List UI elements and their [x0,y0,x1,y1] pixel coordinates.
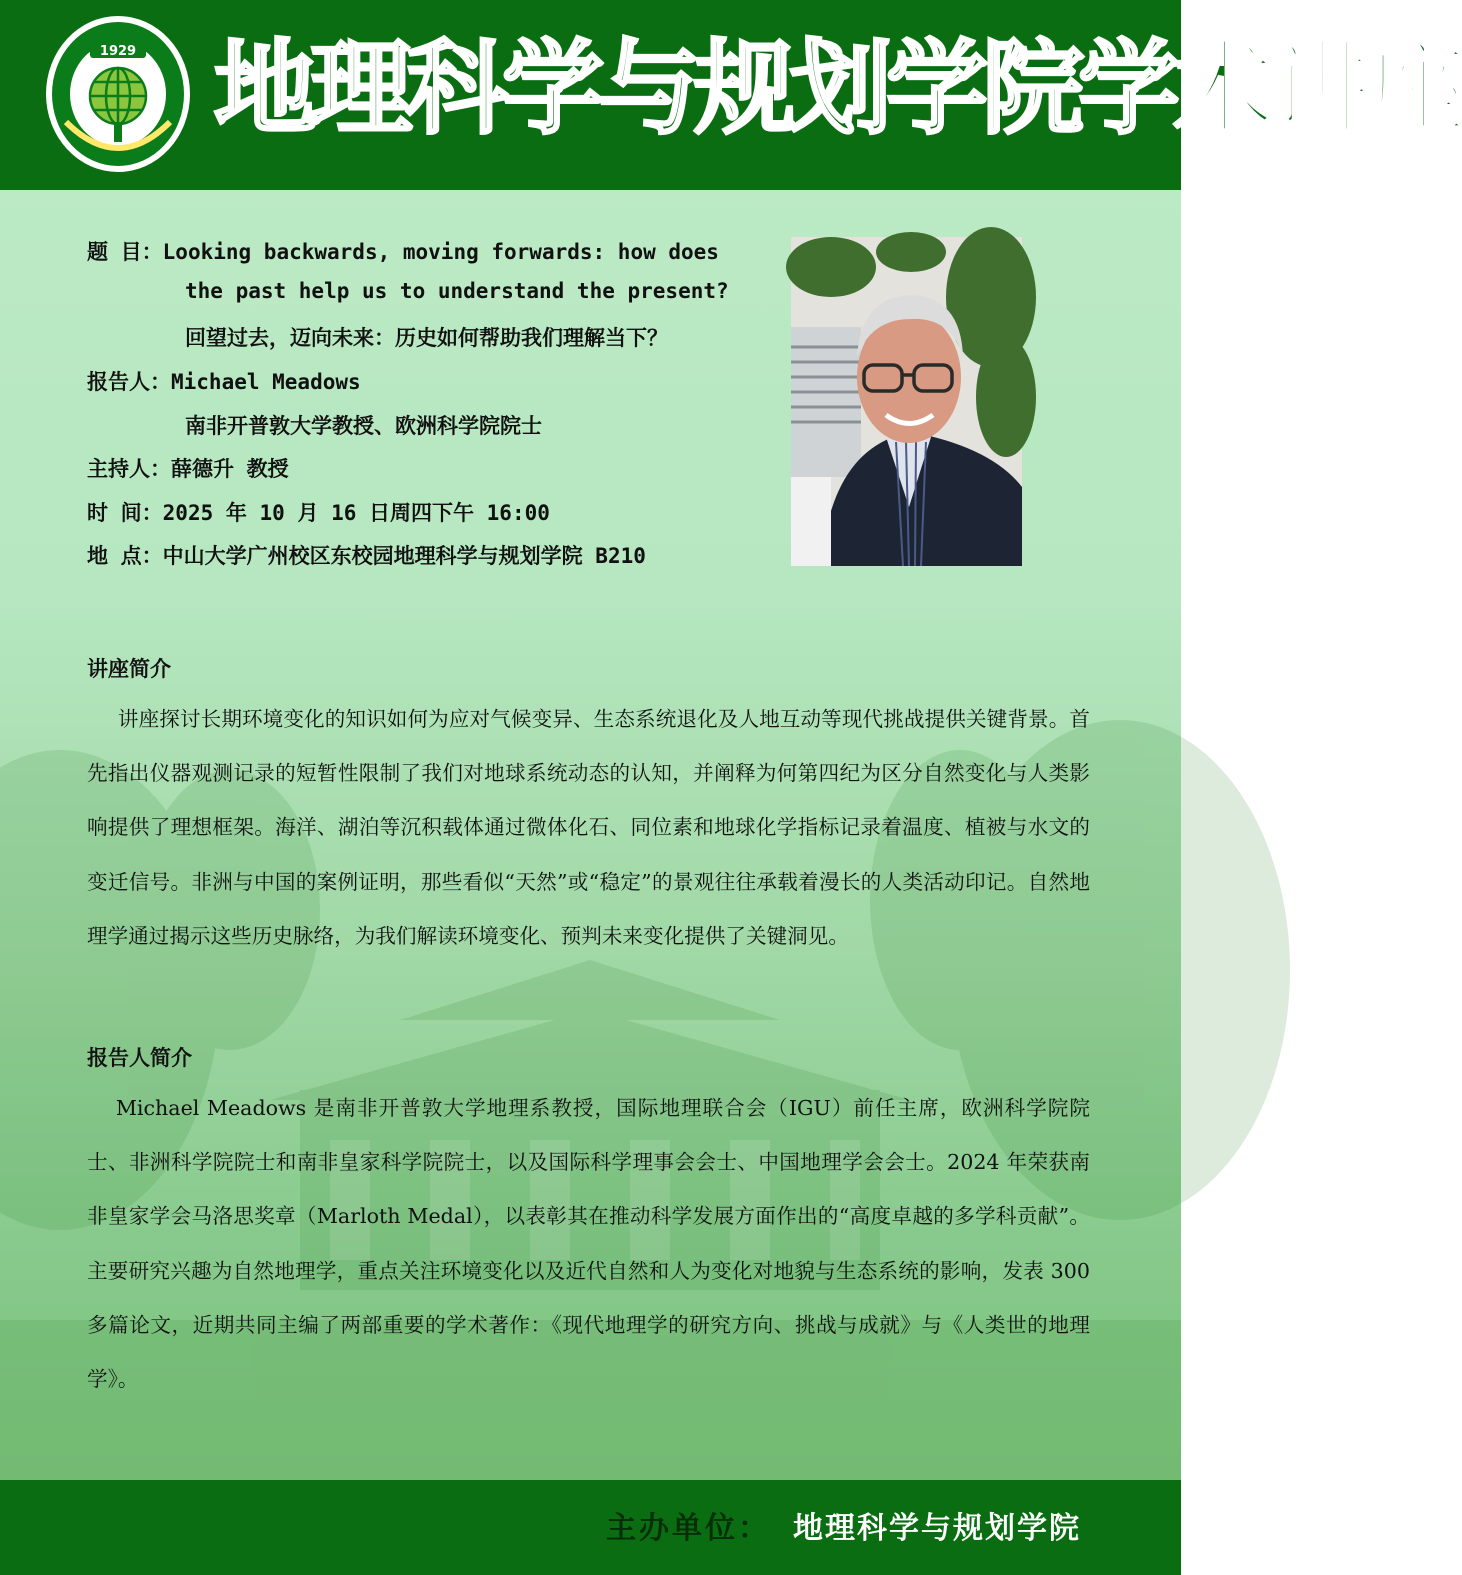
speaker-title: 南非开普敦大学教授、欧洲科学院院士 [185,414,542,438]
topic-english-line-1: Looking backwards, moving forwards: how does [162,240,719,264]
school-logo [44,14,192,174]
speaker-photo [791,237,1022,566]
bio-heading: 报告人简介 [87,1046,192,1070]
organizer-label: 主办单位： [606,1511,771,1546]
speaker-name: Michael Meadows [171,370,361,394]
organizer-name: 地理科学与规划学院 [793,1511,1081,1546]
topic-chinese: 回望过去，迈向未来：历史如何帮助我们理解当下？ [185,326,668,350]
time-label: 时 间： [87,501,163,525]
topic-row [87,236,719,266]
place-row [87,540,646,570]
topic-label: 题 目： [87,240,163,264]
host-name: 薛德升 教授 [171,457,289,481]
host-label: 主持人： [87,457,171,481]
banner-title: 地理科学与规划学院学术讲座 [214,30,1462,149]
time-value: 2025 年 10 月 16 日周四下午 16:00 [162,501,550,525]
topic-english-line-2: the past help us to understand the present? [185,279,729,303]
time-row [87,497,550,527]
bio-paragraph: Michael Meadows 是南非开普敦大学地理系教授，国际地理联合会（IGU）前任主席，欧洲科学院院士、非洲科学院院士和南非皇家科学院院士，以及国际科学理事会会士、中国地理学会会士。2024 年荣获南非皇家学会马洛思奖章（Marloth Medal），以表彰其在推动科学发展方面作出的“高度卓越的多学科贡献”。主要研究兴趣为自然地理学，重点关注环境变化以及近代自然和人为变化对地貌与生态系统的影响，发表 300 多篇论文，近期共同主编了两部重要的学术著作：《现代地理学的研究方向、挑战与成就》与《人类世的地理学》。 [87,1096,1090,1392]
host-row [87,453,289,483]
place-label: 地 点： [87,544,163,568]
svg-text:1929: 1929 [99,44,137,59]
place-value: 中山大学广州校区东校园地理科学与规划学院 B210 [162,544,646,568]
intro-heading: 讲座简介 [87,657,171,681]
intro-paragraph: 讲座探讨长期环境变化的知识如何为应对气候变异、生态系统退化及人地互动等现代挑战提供关键背景。首先指出仪器观测记录的短暂性限制了我们对地球系统动态的认知，并阐释为何第四纪为区分自然变化与人类影响提供了理想框架。海洋、湖泊等沉积载体通过微体化石、同位素和地球化学指标记录着温度、植被与水文的变迁信号。非洲与中国的案例证明，那些看似“天然”或“稳定”的景观往往承载着漫长的人类活动印记。自然地理学通过揭示这些历史脉络，为我们解读环境变化、预判未来变化提供了关键洞见。 [87,707,1090,948]
speaker-label: 报告人： [87,370,171,394]
speaker-row [87,366,361,396]
